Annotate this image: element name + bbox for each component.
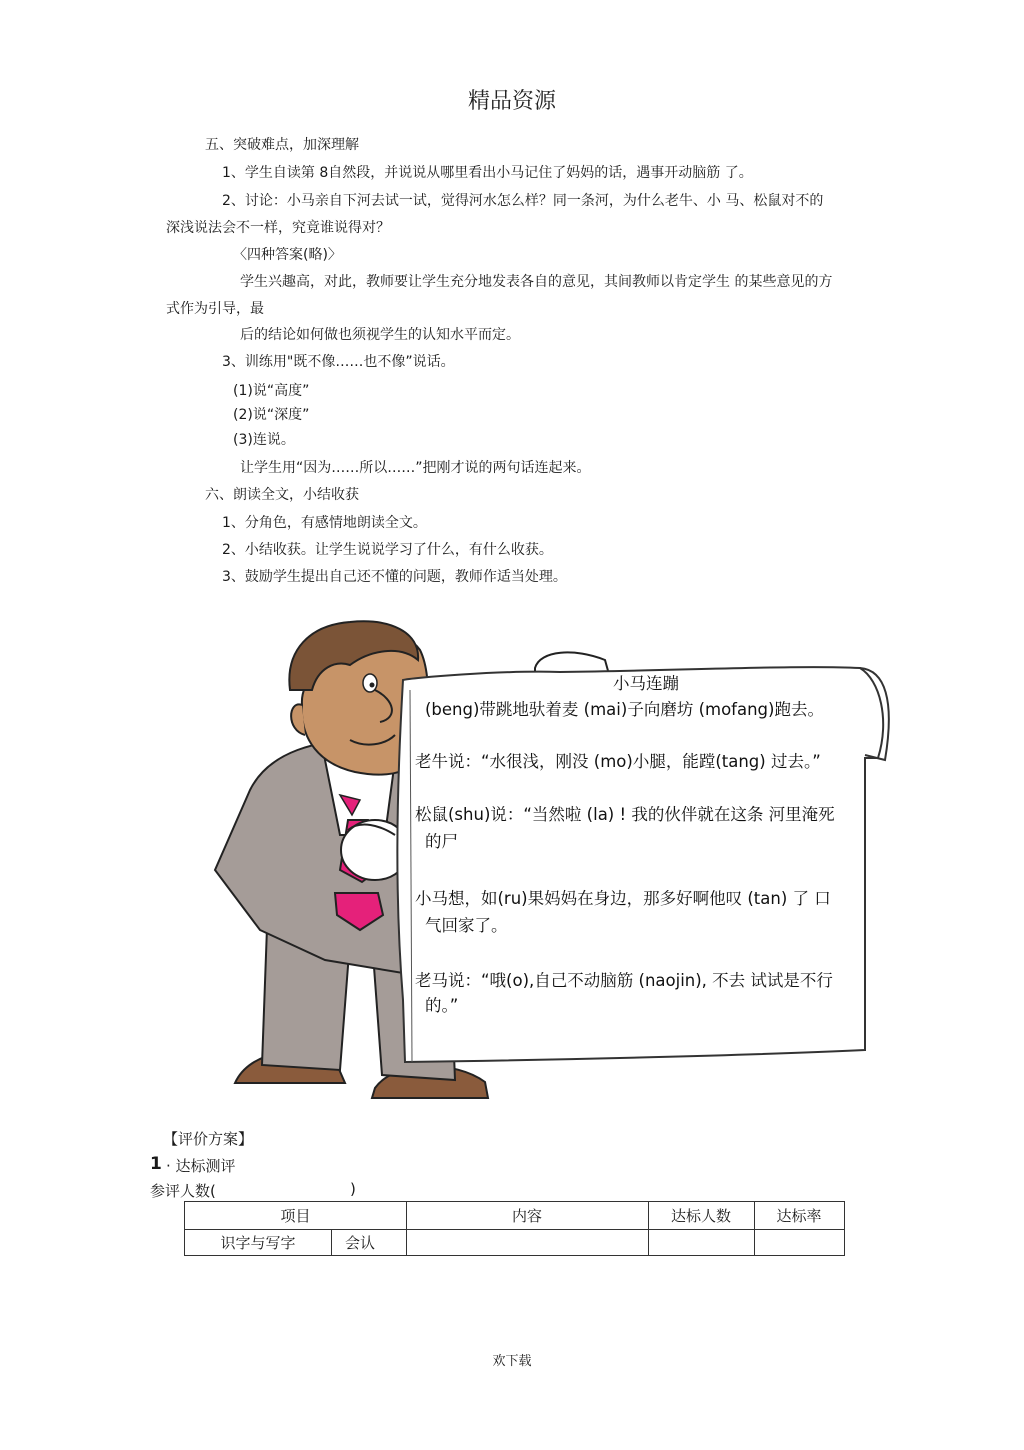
text-line: 让学生用“因为……所以……”把刚才说的两句话连起来。 <box>240 460 591 476</box>
text-line: 学生兴趣高，对此，教师要让学生充分地发表各自的意见，其间教师以肯定学生 的某些意见的方 <box>240 274 833 290</box>
evaluation-heading: 【评价方案】 <box>163 1130 254 1148</box>
participants-close: ) <box>350 1180 356 1198</box>
list-item: 2、讨论：小马亲自下河去试一试，觉得河水怎么样？同一条河，为什么老牛、小 马、松鼠对不的 <box>222 193 824 209</box>
sign-text-line: 的尸 <box>425 832 458 851</box>
sign-text-line: 的。” <box>425 996 459 1015</box>
section-heading: 五、突破难点，加深理解 <box>205 137 359 153</box>
sign-text-line: 老马说：“哦(o),自己不动脑筋 (naojin), 不去 试试是不行 <box>415 971 833 990</box>
page-title: 精品资源 <box>467 89 556 114</box>
sub-item: (3)连说。 <box>233 432 295 448</box>
sign-title: 小马连蹦 <box>613 674 679 693</box>
table-cell: 会认 <box>345 1234 376 1252</box>
table-divider <box>331 1229 332 1255</box>
list-item: 3、训练用"既不像……也不像”说话。 <box>222 354 455 370</box>
text-line: 深浅说法会不一样，究竟谁说得对？ <box>166 220 390 236</box>
table-header-cell: 项目 <box>280 1207 311 1225</box>
evaluation-table <box>184 1201 845 1256</box>
sign-text-line: (beng)带跳地驮着麦 (mai)子向磨坊 (mofang)跑去。 <box>425 700 824 719</box>
participants-label: 参评人数( <box>150 1182 216 1200</box>
table-header-cell: 达标率 <box>776 1207 822 1225</box>
table-header-cell: 达标人数 <box>670 1207 731 1225</box>
page-footer: 欢下载 <box>492 1354 532 1369</box>
sub-item: (1)说“高度” <box>233 383 310 399</box>
section-heading: 六、朗读全文，小结收获 <box>205 487 359 503</box>
table-cell: 识字与写字 <box>220 1234 296 1252</box>
list-item: 1、学生自读第 8自然段，并说说从哪里看出小马记住了妈妈的话，遇事开动脑筋 了。 <box>222 165 753 181</box>
list-item: 2、小结收获。让学生说说学习了什么，有什么收获。 <box>222 542 553 558</box>
sub-item: (2)说“深度” <box>233 407 310 423</box>
table-divider <box>185 1229 844 1230</box>
list-item: 3、鼓励学生提出自己还不懂的问题，教师作适当处理。 <box>222 569 567 585</box>
list-item: 1、分角色，有感情地朗读全文。 <box>222 515 427 531</box>
sign-text-line: 气回家了。 <box>425 916 508 935</box>
evaluation-subheading: · 达标测评 <box>166 1157 236 1175</box>
cartoon-man-holding-sign-illustration <box>0 600 1024 1100</box>
text-line: 式作为引导，最 <box>166 301 264 317</box>
evaluation-number: 1 <box>150 1154 162 1174</box>
sign-text-line: 松鼠(shu)说：“当然啦 (la) ! 我的伙伴就在这条 河里淹死 <box>415 805 835 824</box>
text-line: 后的结论如何做也须视学生的认知水平而定。 <box>240 327 520 343</box>
table-header-cell: 内容 <box>511 1207 542 1225</box>
sign-text-line: 小马想，如(ru)果妈妈在身边，那多好啊他叹 (tan) 了 口 <box>415 889 831 908</box>
answer-note: 〈四种答案(略)〉 <box>233 247 342 263</box>
sign-text-line: 老牛说：“水很浅，刚没 (mo)小腿，能蹚(tang) 过去。” <box>415 752 821 771</box>
